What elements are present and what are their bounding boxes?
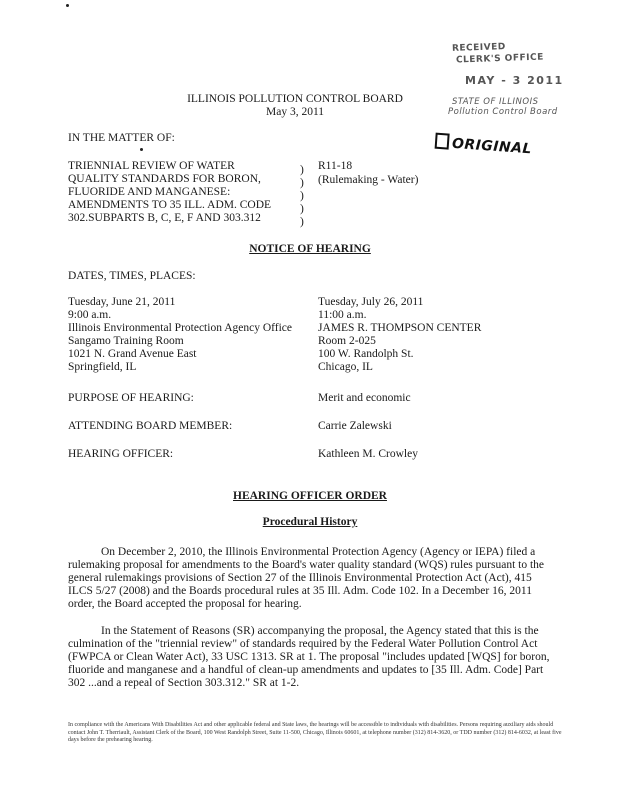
original-stamp-text: ORIGINAL	[451, 135, 533, 158]
hearing-officer-value: Kathleen M. Crowley	[318, 448, 418, 460]
hearing-1-line: Springfield, IL	[68, 361, 137, 373]
header-date: May 3, 2011	[265, 106, 325, 118]
dates-label: DATES, TIMES, PLACES:	[68, 270, 196, 282]
matter-title-line: TRIENNIAL REVIEW OF WATER	[68, 160, 235, 172]
hearing-1-line: Tuesday, June 21, 2011	[68, 296, 176, 308]
purpose-value: Merit and economic	[318, 392, 411, 404]
hearing-2-line: Tuesday, July 26, 2011	[318, 296, 424, 308]
stamp-board: Pollution Control Board	[448, 107, 558, 117]
docket-number: R11-18	[318, 160, 353, 172]
hearing-2-line: 100 W. Randolph St.	[318, 348, 414, 360]
matter-bracket: ) ) ) ) )	[300, 164, 304, 228]
hearing-1	[68, 296, 292, 374]
hearing-2-line: JAMES R. THOMPSON CENTER	[318, 322, 482, 334]
hearing-2-line: 11:00 a.m.	[318, 309, 367, 321]
scan-speck	[66, 4, 69, 7]
original-stamp	[435, 133, 533, 157]
hearing-2	[318, 296, 481, 374]
hearing-1-line: Sangamo Training Room	[68, 335, 184, 347]
matter-title-line: FLUORIDE AND MANGANESE:	[68, 186, 231, 198]
footnote: In compliance with the Americans With Disabilities Act and other applicable federal and State laws, the hearings will be accessible to individuals with disabilities. Persons requiring auxiliary aids should contact John T. Therriault, Assistant Clerk of the Board, 100 West Randolph Street, Suite 11-500, Chicago, Illinois 60601, at telephone number (312) 814-3620, or TDD number (312) 814-6032, at least five days before the prehearing hearing.	[68, 722, 562, 743]
purpose-label: PURPOSE OF HEARING:	[68, 392, 194, 404]
stamp-date: MAY - 3 2011	[465, 74, 564, 87]
hearing-1-line: 1021 N. Grand Avenue East	[68, 348, 197, 360]
board-name: ILLINOIS POLLUTION CONTROL BOARD	[187, 93, 403, 105]
matter-title	[68, 160, 271, 225]
matter-title-line: AMENDMENTS TO 35 ILL. ADM. CODE	[68, 199, 272, 211]
order-title: HEARING OFFICER ORDER	[233, 490, 387, 502]
paragraph-2: In the Statement of Reasons (SR) accompanying the proposal, the Agency stated that this is the culmination of the "triennial review" of standards required by the Federal Water Pollution Control Act (FWPCA or Clean Water Act), 33 USC 1313. SR at 1. The proposal "includes updated [WQS] for boron, fluoride and manganese and a handful of clean-up amendments and updates to [35 Ill. Adm. Code] Part 302 ...and a repeal of Section 303.312." SR at 1-2.	[68, 625, 550, 689]
matter-title-line: QUALITY STANDARDS FOR BORON,	[68, 173, 261, 185]
hearing-2-line: Chicago, IL	[318, 361, 373, 373]
docket-type: (Rulemaking - Water)	[318, 174, 419, 186]
hearing-1-line: 9:00 a.m.	[68, 309, 112, 321]
received-stamp: RECEIVED	[451, 42, 506, 54]
clerks-office-stamp: CLERK'S OFFICE	[455, 52, 544, 66]
matter-title-line: 302.SUBPARTS B, C, E, F AND 303.312	[68, 212, 261, 224]
hearing-1-line: Illinois Environmental Protection Agency Office	[68, 322, 292, 334]
matter-intro: IN THE MATTER OF:	[68, 132, 175, 144]
paragraph-1: On December 2, 2010, the Illinois Environmental Protection Agency (Agency or IEPA) filed a rulemaking proposal for amendments to the Board's water quality standard (WQS) rules pursuant to the general rulemakings provisions of Section 27 of the Illinois Environmental Protection Act (Act), 415 ILCS 5/27 (2008) and the Boards procedural rules at 35 Ill. Adm. Code 102. In a December 16, 2011 order, the Board accepted the proposal for hearing.	[68, 546, 545, 610]
history-title: Procedural History	[262, 516, 358, 528]
hearing-officer-label: HEARING OFFICER:	[68, 448, 174, 460]
stamp-box-icon	[435, 133, 450, 150]
stamp-state: STATE OF ILLINOIS	[452, 97, 539, 107]
scan-speck	[140, 148, 143, 151]
hearing-2-line: Room 2-025	[318, 335, 376, 347]
board-member-value: Carrie Zalewski	[318, 420, 392, 432]
board-member-label: ATTENDING BOARD MEMBER:	[68, 420, 233, 432]
notice-title: NOTICE OF HEARING	[249, 243, 371, 255]
